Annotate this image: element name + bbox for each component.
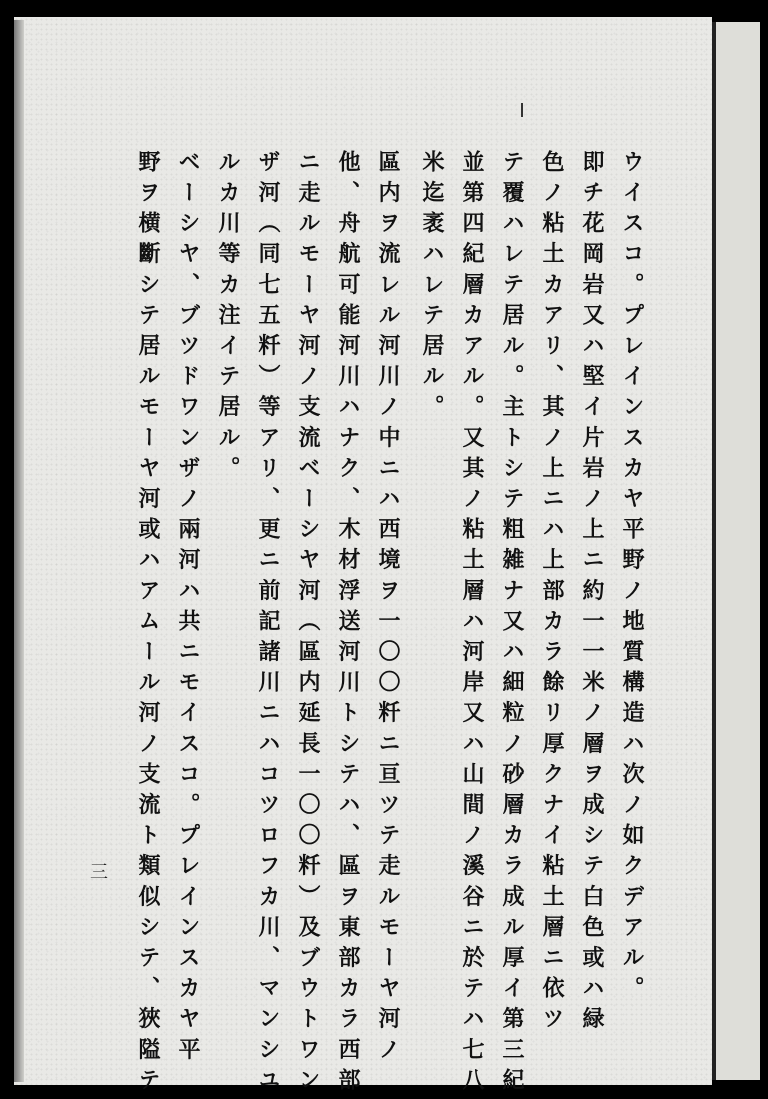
page-number: 三 bbox=[90, 862, 108, 883]
text-column-6: 米迄袤ハレテ居ル。 bbox=[419, 150, 445, 426]
text-column-12: ベーシヤ、ブツドワンザノ兩河ハ共ニモイスコ。プレインスカヤ平 bbox=[175, 150, 201, 1068]
text-column-11: ルカ川等カ注イテ居ル。 bbox=[215, 150, 241, 487]
text-column-2: 即チ花岡岩又ハ堅イ片岩ノ上ニ約一一米ノ層ヲ成シテ白色或ハ緑 bbox=[579, 150, 605, 1038]
marker-tick bbox=[521, 103, 523, 117]
text-column-13: 野ヲ横斷シテ居ルモーヤ河或ハアムール河ノ支流ト類似シテ、狹隘テ bbox=[135, 150, 161, 1099]
text-column-7: 區内ヲ流レル河川ノ中ニハ西境ヲ一〇〇粁ニ亘ツテ走ルモーヤ河ノ bbox=[375, 150, 401, 1068]
text-column-9: ニ走ルモーヤ河ノ支流ベーシヤ河（區内延長一〇〇粁）及ブウトワン bbox=[295, 150, 321, 1099]
document-page bbox=[14, 17, 712, 1085]
text-column-4: テ覆ハレテ居ル。主トシテ粗雑ナ又ハ細粒ノ砂層カラ成ル厚イ第三紀 bbox=[499, 150, 525, 1099]
text-column-10: ザ河（同七五粁）等アリ、更ニ前記諸川ニハコツロフカ川、マンシユ bbox=[255, 150, 281, 1099]
text-column-8: 他、舟航可能河川ハナク、木材浮送河川トシテハ、區ヲ東部カラ西部 bbox=[335, 150, 361, 1099]
page-left-edge bbox=[14, 20, 24, 1082]
text-column-3: 色ノ粘土カアリ、其ノ上ニハ上部カラ餘リ厚クナイ粘土層ニ依ツ bbox=[539, 150, 565, 1038]
text-column-5: 並第四紀層カアル。又其ノ粘土層ハ河岸又ハ山間ノ溪谷ニ於テハ七八 bbox=[459, 150, 485, 1099]
page-right-edge bbox=[712, 22, 760, 1080]
text-column-1: ウイスコ。プレインスカヤ平野ノ地質構造ハ次ノ如クデアル。 bbox=[619, 150, 645, 1007]
